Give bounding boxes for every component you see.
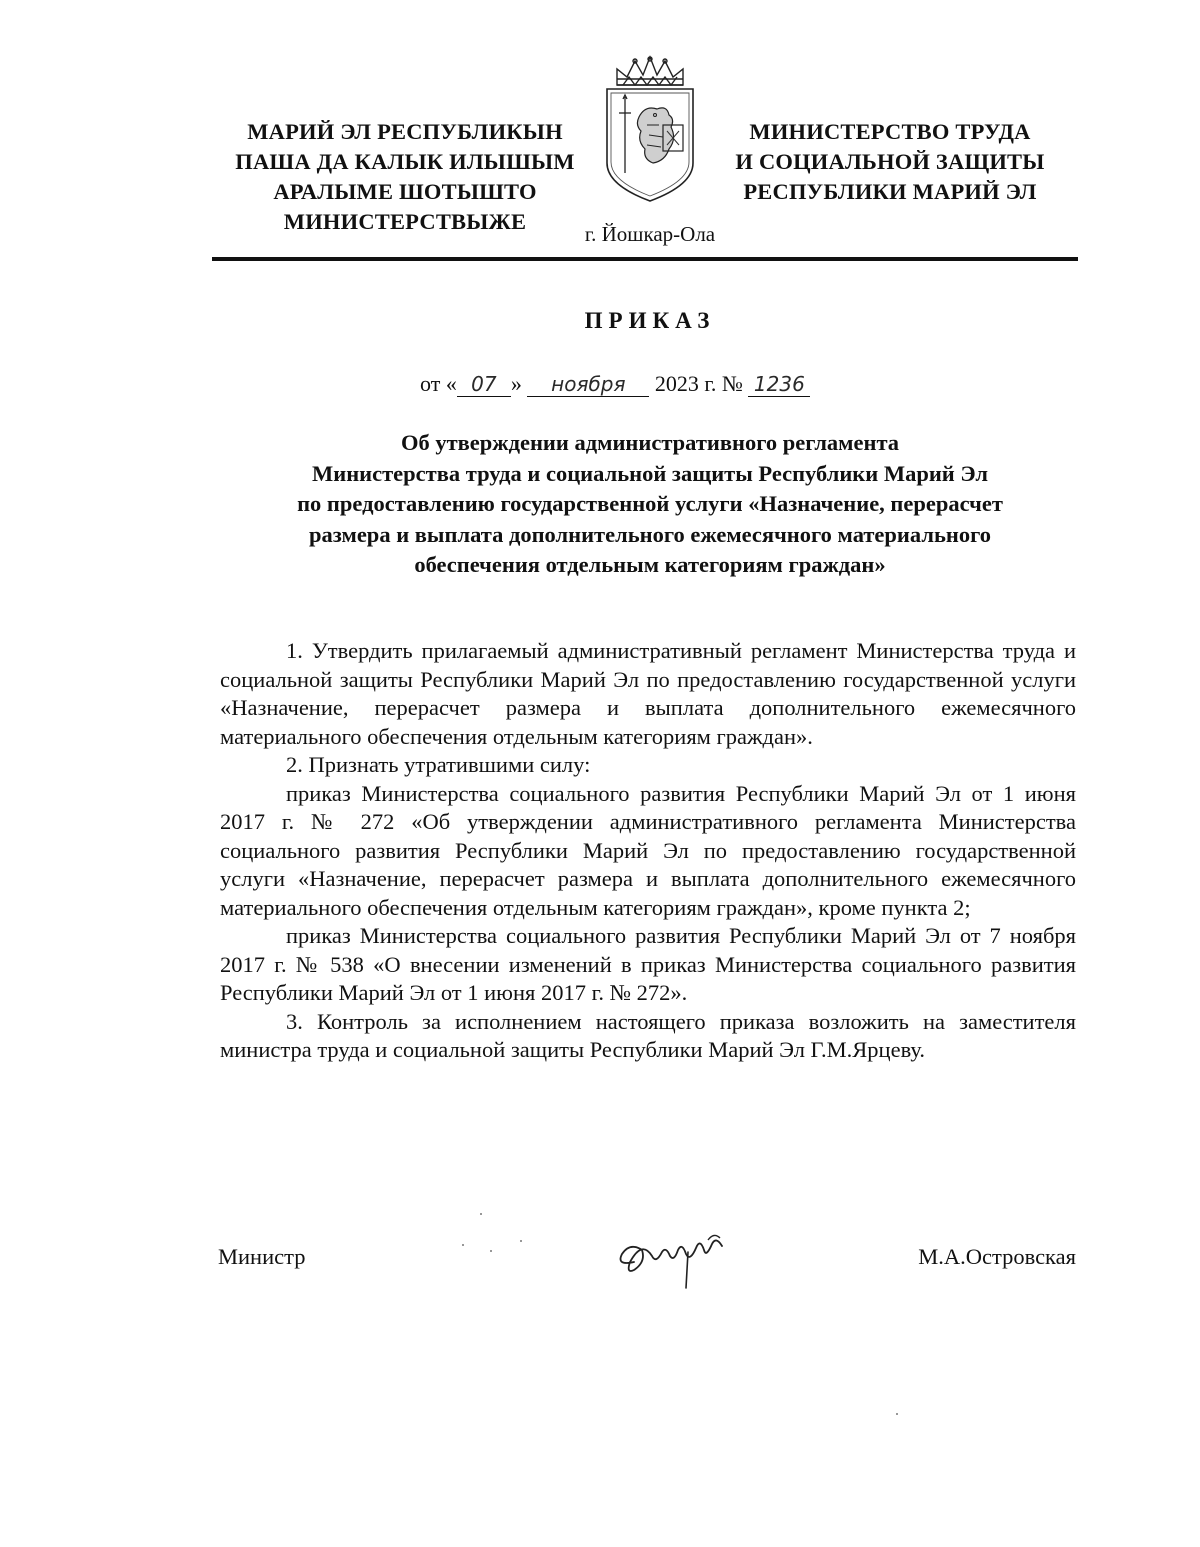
scan-speck	[520, 1240, 522, 1242]
header-left-line: МАРИЙ ЭЛ РЕСПУБЛИКЫН	[247, 119, 563, 144]
scan-speck	[896, 1413, 898, 1415]
header-left-line: ПАША ДА КАЛЫК ИЛЫШЫМ	[235, 149, 575, 174]
document-title: ПРИКАЗ	[584, 308, 716, 333]
signatory-name: М.А.Островская	[918, 1244, 1076, 1269]
header-right-line: МИНИСТЕРСТВО ТРУДА	[749, 119, 1031, 144]
paragraph-1: 1. Утвердить прилагаемый административный регламент Министерства труда и социальной защиты Республики Марий Эл по предоставлению государственной услуги «Назначение, перерасчет размера и выплата дополнительного ежемесячного материального обеспечения отдельным категориям граждан».	[220, 638, 1076, 749]
header-right-line: И СОЦИАЛЬНОЙ ЗАЩИТЫ	[735, 149, 1045, 174]
paragraph-2: 2. Признать утратившими силу:	[286, 752, 591, 777]
coat-of-arms-icon	[595, 55, 705, 205]
date-prefix: от «	[420, 371, 457, 396]
city: г. Йошкар-Ола	[584, 222, 716, 246]
subject-line: размера и выплата дополнительного ежемесячного материального	[309, 521, 991, 547]
date-quote-close: »	[510, 371, 522, 396]
subject-line: Об утверждении административного регламента	[400, 430, 900, 455]
header-right-line: РЕСПУБЛИКИ МАРИЙ ЭЛ	[743, 179, 1037, 204]
header-left-line: МИНИСТЕРСТВЫЖЕ	[283, 209, 527, 234]
header-right-organization	[715, 117, 1065, 207]
scan-speck	[480, 1213, 482, 1215]
document-subject	[200, 428, 1100, 581]
paragraph-3: 3. Контроль за исполнением настоящего приказа возложить на заместителя министра труда и социальной защиты Республики Марий Эл Г.М.Ярцеву.	[220, 1008, 1076, 1062]
date-line	[420, 371, 890, 397]
document-number: 1236	[748, 372, 810, 397]
paragraph-2-item-1: приказ Министерства социального развития Республики Марий Эл от 1 июня 2017 г. № 272 «Об утверждении административного регламента Министерства социального развития Республики Марий Эл по предоставлению государственной услуги «Назначение, перерасчет размера и выплата дополнительного ежемесячного материального обеспечения отдельным категориям граждан», кроме пункта 2;	[220, 780, 1076, 920]
subject-line: по предоставлению государственной услуги «Назначение, перерасчет	[297, 491, 1003, 516]
document-body	[220, 637, 1076, 1065]
date-month: ноября	[527, 372, 649, 397]
subject-line: обеспечения отдельным категориям граждан»	[414, 552, 886, 577]
scan-speck	[490, 1250, 492, 1252]
scan-speck	[462, 1244, 464, 1246]
header-divider	[212, 257, 1078, 261]
header-left-line: АРАЛЫМЕ ШОТЫШТО	[273, 179, 537, 204]
subject-line: Министерства труда и социальной защиты Республики Марий Эл	[312, 460, 988, 486]
paragraph-2-item-2: приказ Министерства социального развития Республики Марий Эл от 7 ноября 2017 г. № 538 «О внесении изменений в приказ Министерства социального развития Республики Марий Эл от 1 июня 2017 г. № 272».	[220, 923, 1076, 1005]
date-year: 2023 г. №	[654, 371, 743, 396]
signatory-role: Министр	[218, 1244, 306, 1269]
date-day: 07	[457, 372, 511, 397]
header-left-organization	[205, 117, 605, 237]
handwritten-signature-icon	[612, 1222, 742, 1294]
